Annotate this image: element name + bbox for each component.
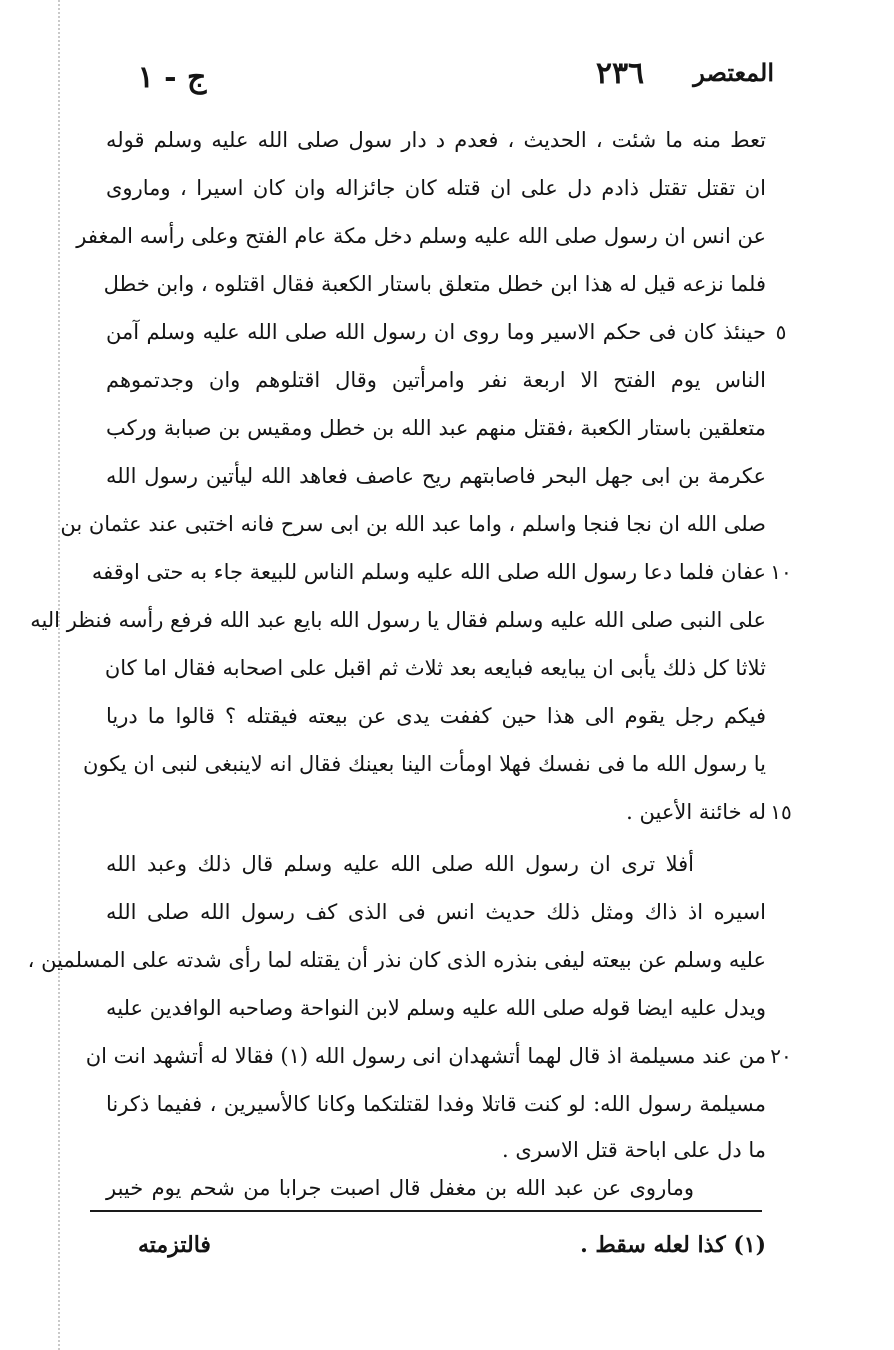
page-number: ٢٣٦ (595, 56, 645, 91)
text-line: يا رسول الله ما فى نفسك فهلا اومأت الينا بعينك فقال انه لاينبغى لنبى ان يكون (83, 752, 766, 776)
text-line: فلما نزعه قيل له هذا ابن خطل متعلق باستار الكعبة فقال اقتلوه ، وابن خطل (103, 272, 766, 296)
text-line: فيكم رجل يقوم الى هذا حين كففت يدى عن بيعته فيقتله ؟ قالوا ما دريا (106, 704, 766, 728)
text-line: له خائنة الأعين . (626, 800, 766, 824)
catchword: فالتزمته (138, 1232, 211, 1258)
text-line: حينئذ كان فى حكم الاسير وما روى ان رسول الله صلى الله عليه وسلم آمن (106, 320, 766, 344)
line-number: ١٥ (770, 800, 792, 824)
running-title: المعتصر (693, 58, 774, 87)
text-line: عكرمة بن ابى جهل البحر فاصابتهم ريح عاصف فعاهد الله ليأتين رسول الله (106, 464, 766, 488)
text-line: عليه وسلم عن بيعته ليفى بنذره الذى كان نذر أن يقتله لما رأى شدته على المسلمين ، (27, 948, 766, 972)
text-line: على النبى صلى الله عليه وسلم فقال يا رسول الله بايع عبد الله فرفع رأسه فنظر اليه (30, 608, 766, 632)
text-line: متعلقين باستار الكعبة ،فقتل منهم عبد الله بن خطل ومقيس بن صبابة وركب (106, 416, 766, 440)
text-line: ثلاثا كل ذلك يأبى ان يبايعه فبايعه بعد ثلاث ثم اقبل على اصحابه فقال اما كان (104, 656, 766, 680)
footnote-separator (90, 1210, 762, 1212)
line-number: ٢٠ (770, 1044, 792, 1068)
text-line: تعط منه ما شئت ، الحديث ، فعدم د دار سول صلى الله عليه وسلم قوله (106, 128, 766, 152)
line-number: ٥ (775, 320, 787, 344)
text-line: ان تقتل تقتل ذادم دل على ان قتله كان جائزاله وان كان اسيرا ، وماروى (106, 176, 766, 200)
volume-indicator: ج - ١ (137, 60, 207, 95)
text-line: أفلا ترى ان رسول الله صلى الله عليه وسلم قال ذلك وعبد الله (106, 852, 694, 876)
text-line: وماروى عن عبد الله بن مغفل قال اصبت جرابا من شحم يوم خيبر (106, 1176, 694, 1200)
line-number: ١٠ (770, 560, 792, 584)
text-line: ويدل عليه ايضا قوله صلى الله عليه وسلم لابن النواحة وصاحبه الوافدين عليه (106, 996, 766, 1020)
text-line: من عند مسيلمة اذ قال لهما أتشهدان انى رسول الله (١) فقالا له أتشهد انت ان (85, 1044, 766, 1068)
text-line: مسيلمة رسول الله: لو كنت قاتلا وفدا لقتلتكما وكانا كالأسيرين ، ففيما ذكرنا (106, 1092, 766, 1116)
text-line: الناس يوم الفتح الا اربعة نفر وامرأتين وقال اقتلوهم وان وجدتموهم (106, 368, 766, 392)
text-line: صلى الله ان نجا فنجا واسلم ، واما عبد الله بن ابى سرح فانه اختبى عند عثمان بن (60, 512, 766, 536)
text-line: اسيره اذ ذاك ومثل ذلك حديث انس فى الذى كف رسول الله صلى الله (106, 900, 766, 924)
text-line: عفان فلما دعا رسول الله صلى الله عليه وسلم الناس للبيعة جاء به حتى اوقفه (91, 560, 766, 584)
footnote-text: (١) كذا لعله سقط . (580, 1232, 766, 1258)
text-line: ما دل على اباحة قتل الاسرى . (502, 1138, 766, 1162)
text-line: عن انس ان رسول صلى الله عليه وسلم دخل مكة عام الفتح وعلى رأسه المغفر (76, 224, 766, 248)
